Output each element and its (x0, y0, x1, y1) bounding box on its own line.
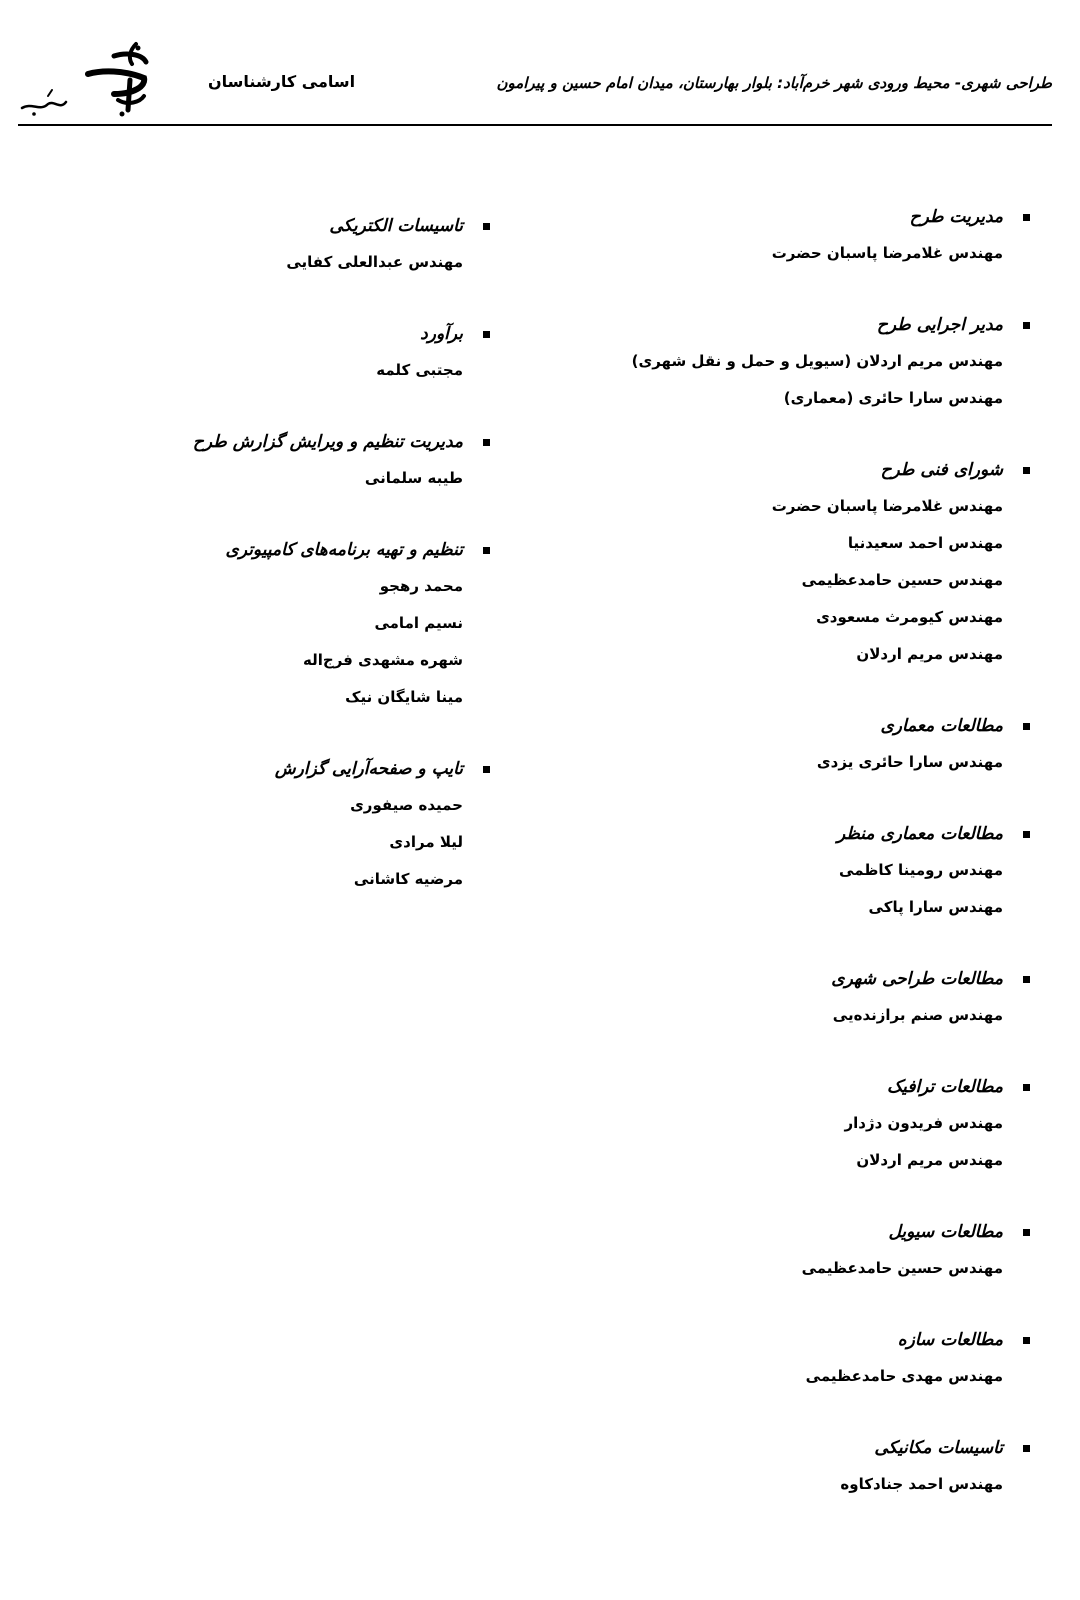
section-heading (570, 203, 1030, 231)
member-name: مهندس کیومرث مسعودی (816, 608, 1003, 626)
square-bullet-icon (1023, 322, 1030, 329)
staff-section (40, 536, 490, 716)
member-name: مهندس مهدی حامدعظیمی (805, 1367, 1003, 1385)
member-list (40, 352, 490, 389)
section-heading (40, 212, 490, 240)
square-bullet-icon (1023, 1084, 1030, 1091)
right-column (570, 203, 1030, 1542)
member-name: مهندس عبدالعلی کفایی (286, 253, 463, 271)
section-title: برآورد (420, 324, 463, 344)
member-name: مهندس مریم اردلان (856, 1151, 1003, 1169)
section-heading (40, 428, 490, 456)
member-name: نسیم امامی (374, 614, 463, 632)
member-list (570, 488, 1030, 673)
square-bullet-icon (1023, 1445, 1030, 1452)
left-column (40, 212, 490, 937)
square-bullet-icon (1023, 976, 1030, 983)
member-list (570, 997, 1030, 1034)
staff-section (570, 311, 1030, 417)
project-title: طراحی شهری- محیط ورودی شهر خرم‌آباد: بلوار بهارستان، میدان امام حسین و پیرامون (496, 74, 1052, 92)
member-name: مهندس سارا حائری (معماری) (783, 389, 1003, 407)
member-list (570, 343, 1030, 417)
section-heading (570, 1073, 1030, 1101)
square-bullet-icon (1023, 214, 1030, 221)
member-list (40, 460, 490, 497)
member-list (570, 1105, 1030, 1179)
member-name: مهندس رومینا کاظمی (839, 861, 1003, 879)
page-header (18, 40, 1052, 126)
staff-section (570, 1218, 1030, 1287)
section-title: تاسیسات مکانیکی (874, 1438, 1003, 1458)
square-bullet-icon (483, 766, 490, 773)
member-name: لیلا مرادی (389, 833, 463, 851)
member-list (40, 244, 490, 281)
section-title: مطالعات معماری منظر (836, 824, 1003, 844)
section-heading (570, 311, 1030, 339)
section-title: مدیر اجرایی طرح (876, 315, 1003, 335)
square-bullet-icon (1023, 1337, 1030, 1344)
staff-section (570, 203, 1030, 272)
member-list (570, 1466, 1030, 1503)
member-name: مهندس غلامرضا پاسبان حضرت (771, 497, 1003, 515)
section-heading (570, 1434, 1030, 1462)
section-title: مطالعات سیویل (888, 1222, 1003, 1242)
section-title: مدیریت تنظیم و ویرایش گزارش طرح (192, 432, 463, 452)
staff-section (40, 320, 490, 389)
member-name: مهندس سارا پاکی (868, 898, 1003, 916)
member-list (40, 568, 490, 716)
section-heading (570, 456, 1030, 484)
section-heading (40, 320, 490, 348)
member-name: مهندس غلامرضا پاسبان حضرت (771, 244, 1003, 262)
bagh-nazar-logo (18, 40, 150, 120)
staff-section (40, 755, 490, 898)
section-title: تنظیم و تهیه برنامه‌های کامپیوتری (225, 540, 463, 560)
member-list (570, 852, 1030, 926)
staff-section (40, 428, 490, 497)
member-name: مهندس حسین حامدعظیمی (801, 571, 1003, 589)
section-heading (570, 1326, 1030, 1354)
member-name: مهندس مریم اردلان (856, 645, 1003, 663)
member-name: مهندس مریم اردلان (سیویل و حمل و نقل شهری) (631, 352, 1003, 370)
member-name: مجتبی کلمه (376, 361, 463, 379)
section-heading (40, 755, 490, 783)
staff-section (570, 712, 1030, 781)
square-bullet-icon (1023, 723, 1030, 730)
square-bullet-icon (1023, 831, 1030, 838)
member-list (570, 1358, 1030, 1395)
member-list (570, 744, 1030, 781)
member-name: مهندس احمد جنادکاوه (840, 1475, 1003, 1493)
section-title: شورای فنی طرح (880, 460, 1003, 480)
member-name: حمیده صیفوری (350, 796, 463, 814)
member-name: مهندس حسین حامدعظیمی (801, 1259, 1003, 1277)
member-name: مهندس فریدون دژدار (844, 1114, 1003, 1132)
section-heading (40, 536, 490, 564)
section-heading (570, 712, 1030, 740)
square-bullet-icon (1023, 467, 1030, 474)
staff-section (570, 1326, 1030, 1395)
member-name: مهندس صنم برازنده‌یی (832, 1006, 1003, 1024)
staff-section (570, 820, 1030, 926)
staff-section (570, 1434, 1030, 1503)
square-bullet-icon (483, 223, 490, 230)
square-bullet-icon (483, 331, 490, 338)
staff-section (570, 965, 1030, 1034)
section-title: تاسیسات الکتریکی (329, 216, 463, 236)
section-heading (570, 965, 1030, 993)
member-list (40, 787, 490, 898)
square-bullet-icon (1023, 1229, 1030, 1236)
member-name: شهره مشهدی فرج‌اله (303, 651, 463, 669)
section-heading (570, 1218, 1030, 1246)
member-name: مهندس احمد سعیدنیا (847, 534, 1003, 552)
member-list (570, 1250, 1030, 1287)
staff-section (40, 212, 490, 281)
section-title: تایپ و صفحه‌آرایی گزارش (274, 759, 463, 779)
section-title: مطالعات ترافیک (886, 1077, 1003, 1097)
member-name: محمد رهجو (379, 577, 463, 595)
member-name: مهندس سارا حائری یزدی (816, 753, 1003, 771)
section-title: مطالعات طراحی شهری (831, 969, 1003, 989)
member-name: مرضیه کاشانی (353, 870, 463, 888)
section-heading (570, 820, 1030, 848)
member-list (570, 235, 1030, 272)
section-title: مطالعات سازه (897, 1330, 1003, 1350)
section-title: مطالعات معماری (880, 716, 1003, 736)
square-bullet-icon (483, 439, 490, 446)
experts-list-heading: اسامی کارشناسان (208, 72, 356, 91)
member-name: طیبه سلمانی (364, 469, 463, 487)
section-title: مدیریت طرح (909, 207, 1003, 227)
staff-section (570, 1073, 1030, 1179)
staff-section (570, 456, 1030, 673)
member-name: مینا شایگان نیک (345, 688, 463, 706)
square-bullet-icon (483, 547, 490, 554)
